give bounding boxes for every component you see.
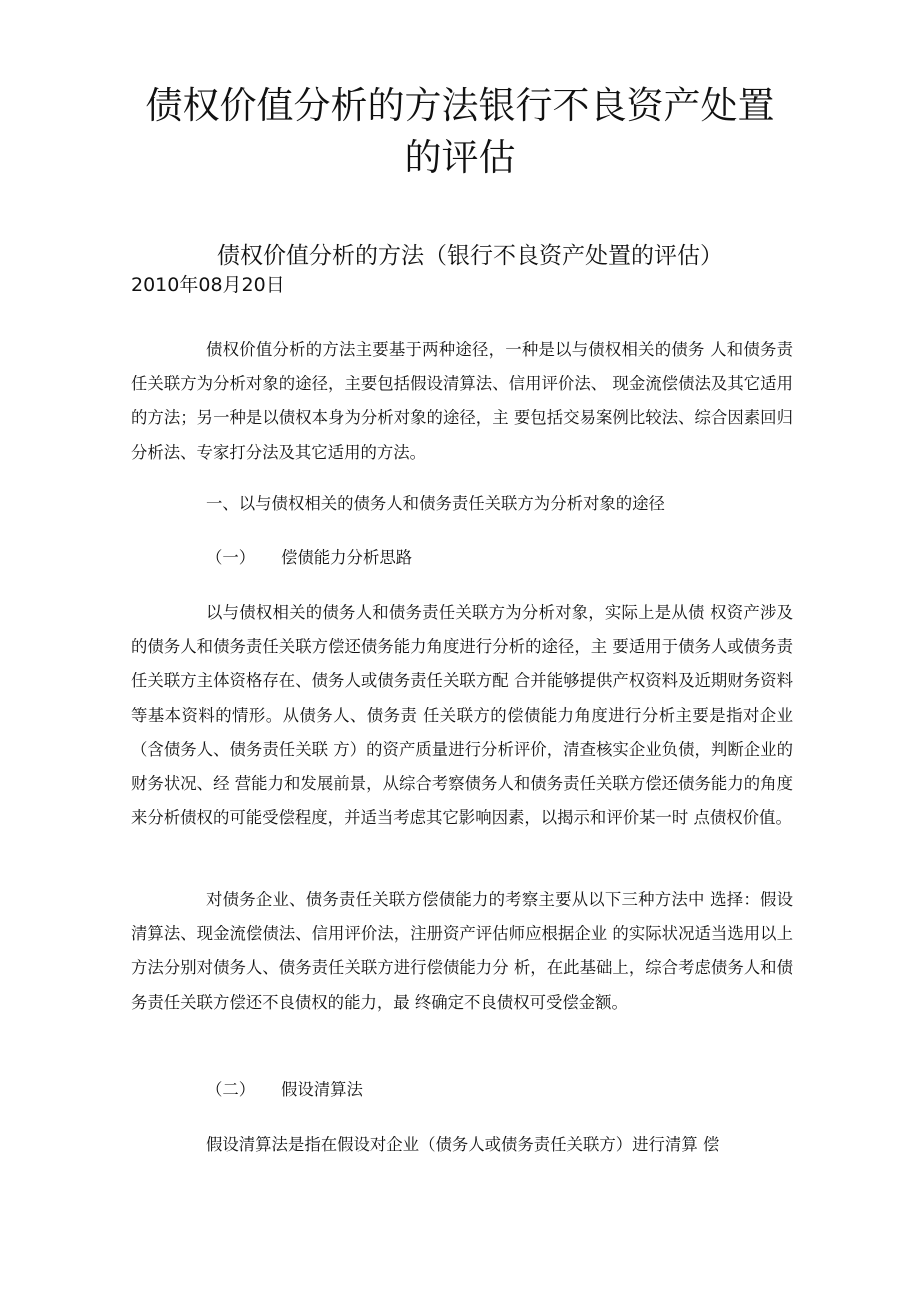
intro-paragraph: 债权价值分析的方法主要基于两种途径，一种是以与债权相关的债务 人和债务责任关联方为分析对象的途径，主要包括假设清算法、信用评价法、 现金流偿债法及其它适用的方法；另一种是以债权本身为分析对象的途径，主 要包括交易案例比较法、综合因素回归分析法、专家打分法及其它适用的方法。 bbox=[131, 340, 793, 462]
publish-date: 2010年08月20日 bbox=[131, 274, 285, 296]
document-title: 债权价值分析的方法银行不良资产处置的评估 bbox=[145, 84, 775, 179]
subsection-number-2: （二） bbox=[206, 1080, 256, 1099]
subsection-title-1: 偿债能力分析思路 bbox=[281, 548, 413, 567]
liquidation-method-paragraph: 假设清算法是指在假设对企业（债务人或债务责任关联方）进行清算 偿 bbox=[206, 1135, 720, 1154]
method-selection-paragraph: 对债务企业、债务责任关联方偿债能力的考察主要从以下三种方法中 选择：假设清算法、现金流偿债法、信用评价法，注册资产评估师应根据企业 的实际状况适当选用以上方法分别对债务人、债务责任关联方进行偿债能力分 析，在此基础上，综合考虑债务人和债务责任关联方偿还不良债权的能力，最 终确定不良债权可受偿金额。 bbox=[131, 890, 793, 1012]
subsection-number-1: （一） bbox=[206, 548, 256, 567]
document-subtitle: 债权价值分析的方法（银行不良资产处置的评估） bbox=[217, 243, 723, 269]
section-heading-1: 一、以与债权相关的债务人和债务责任关联方为分析对象的途径 bbox=[206, 494, 665, 513]
subsection-heading-2 bbox=[206, 1073, 363, 1107]
subsection-heading-1 bbox=[206, 541, 412, 575]
subsection-title-2: 假设清算法 bbox=[281, 1080, 363, 1099]
solvency-analysis-paragraph: 以与债权相关的债务人和债务责任关联方为分析对象，实际上是从债 权资产涉及的债务人和债务责任关联方偿还债务能力角度进行分析的途径，主 要适用于债务人或债务责任关联方主体资格存在、债务人或债务责任关联方配 合并能够提供产权资料及近期财务资料等基本资料的情形。从债务人、债务责 任关联方的偿债能力角度进行分析主要是指对企业（含债务人、债务责任关联 方）的资产质量进行分析评价，清查核实企业负债，判断企业的财务状况、经 营能力和发展前景，从综合考察债务人和债务责任关联方偿还债务能力的角度 来分析债权的可能受偿程度，并适当考虑其它影响因素，以揭示和评价某一时 点债权价值。 bbox=[131, 603, 793, 828]
